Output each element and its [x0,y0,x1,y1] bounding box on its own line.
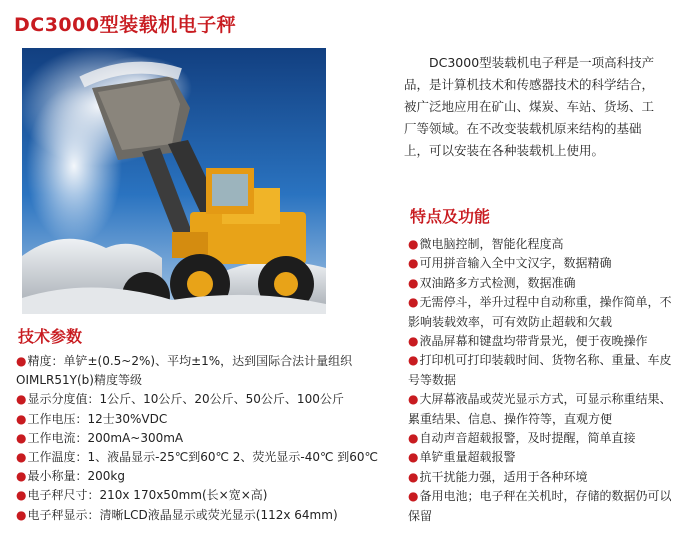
spec-text: 工作电压：12士30%VDC [27,411,168,426]
loader-photo [22,48,326,314]
list-item [408,235,680,254]
bullet-icon: ● [16,507,27,522]
spec-text: 工作温度：1、液晶显示-25℃到60℃ 2、荧光显示-40℃ 到60℃ [27,450,379,465]
bullet-icon: ● [16,430,27,445]
bullet-icon: ● [408,392,419,407]
list-item [408,448,680,467]
bullet-icon: ● [16,354,27,368]
features-heading: 特点及功能 [410,207,491,226]
bullet-icon: ● [408,295,419,310]
list-item [408,468,680,487]
list-item [16,467,396,486]
spec-text: 电子秤显示：清晰LCD液晶显示或荧光显示(112x 64mm) [27,507,338,522]
spec-text: 最小称量：200kg [27,469,125,484]
bullet-icon: ● [408,431,419,446]
bullet-icon: ● [408,275,419,290]
specs-list [16,352,396,525]
list-item [408,274,680,293]
feature-text: 自动声音超载报警，及时提醒，简单直接 [419,431,636,446]
spec-text: 显示分度值：1公斤、10公斤、20公斤、50公斤、100公斤 [27,392,344,407]
list-item [16,448,396,467]
list-item [408,487,680,526]
features-list [408,235,680,526]
bullet-icon: ● [408,237,419,251]
list-item [16,486,396,505]
bullet-icon: ● [16,411,27,426]
list-item [408,332,680,351]
spec-text: 工作电流：200mA~300mA [27,430,184,445]
list-item [408,254,680,273]
list-item [408,351,680,390]
specs-heading: 技术参数 [18,327,83,346]
list-item [408,390,680,429]
feature-text: 单铲重量超载报警 [419,450,516,465]
bullet-icon: ● [16,392,27,407]
bullet-icon: ● [16,469,27,484]
bullet-icon: ● [408,353,419,368]
list-item [408,429,680,448]
feature-text: 无需停斗，举升过程中自动称重，操作简单，不影响装载效率，可有效防止超载和欠载 [408,295,672,329]
wheel-loader-illustration [22,48,326,314]
feature-text: 双油路多方式检测，数据准确 [419,275,576,290]
bullet-icon: ● [408,334,419,349]
feature-text: 打印机可打印装载时间、货物名称、重量、车皮号等数据 [408,353,672,387]
bullet-icon: ● [408,450,419,465]
bullet-icon: ● [16,488,27,503]
feature-text: 抗干扰能力强，适用于各种环境 [419,469,588,484]
list-item [408,293,680,332]
feature-text: 液晶屏幕和键盘均带背景光，便于夜晚操作 [419,334,648,349]
feature-text: 大屏幕液晶或荧光显示方式，可显示称重结果、累重结果、信息、操作符等，直观方便 [408,392,672,426]
bullet-icon: ● [408,469,419,484]
feature-text: 备用电池；电子秤在关机时，存储的数据仍可以保留 [408,489,672,523]
list-item [16,352,396,390]
feature-text: 微电脑控制，智能化程度高 [419,237,564,251]
bullet-icon: ● [16,450,27,465]
feature-text: 可用拼音输入全中文汉字，数据精确 [419,256,612,271]
bullet-icon: ● [408,256,419,271]
spec-text: 精度：单铲±(0.5~2%)、平均±1%，达到国际合法计量组织OIMLR51Y(b)精度等级 [16,354,353,388]
list-item [16,429,396,448]
list-item [16,390,396,409]
page-title: DC3000型装载机电子秤 [14,14,237,36]
bullet-icon: ● [408,489,419,504]
list-item [16,506,396,525]
product-intro: DC3000型装载机电子秤是一项高科技产品，是计算机技术和传感器技术的科学结合，被广泛地应用在矿山、煤炭、车站、货场、工厂等领域。在不改变装载机原来结构的基础上，可以安装在各种装载机上使用。 [404,55,655,158]
list-item [16,410,396,429]
spec-text: 电子秤尺寸：210x 170x50mm(长×宽×高) [27,488,268,503]
